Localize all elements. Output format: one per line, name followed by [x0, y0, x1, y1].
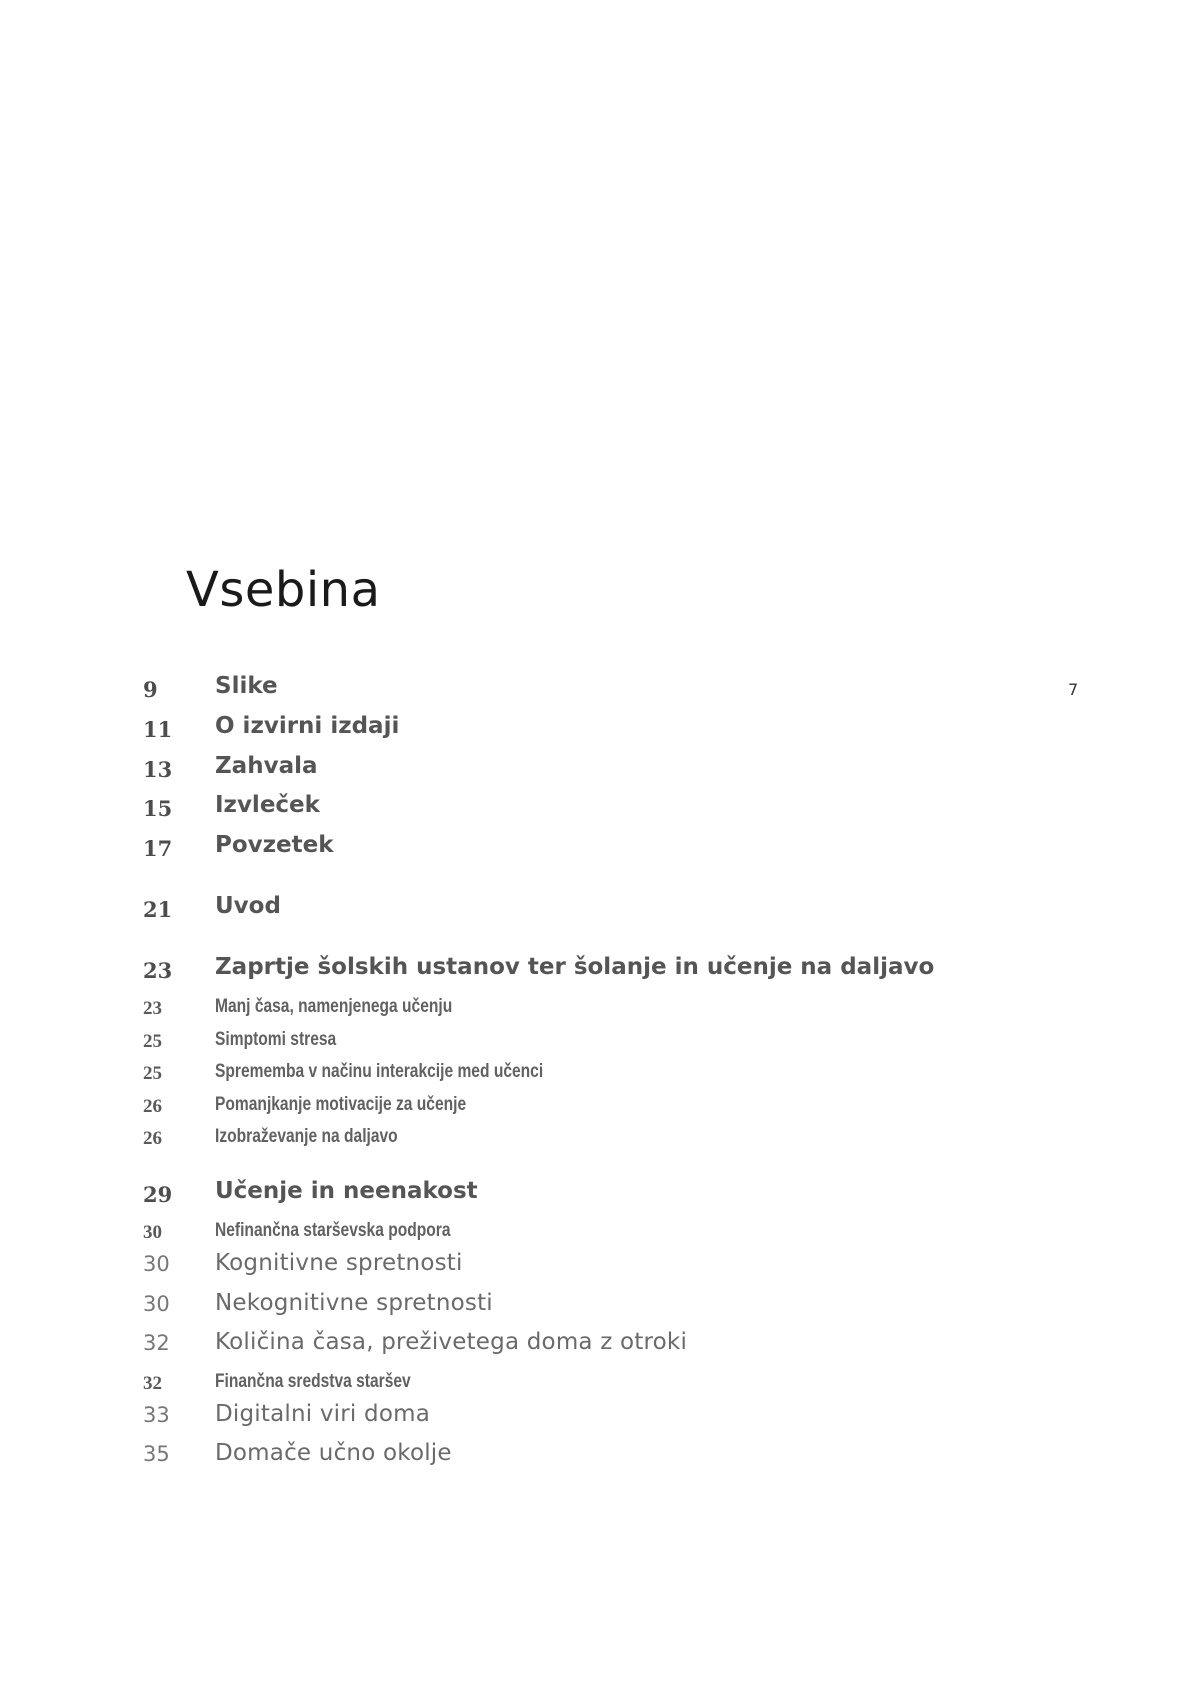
toc-page-number: 35: [143, 1442, 170, 1466]
toc-entry-title: Zahvala: [215, 753, 318, 779]
toc-page-number: 11: [143, 717, 173, 742]
toc-page-number: 23: [143, 998, 162, 1019]
toc-entry-title: Izobraževanje na daljavo: [215, 1126, 398, 1147]
toc-entry-title: Pomanjkanje motivacije za učenje: [215, 1094, 467, 1115]
page-title: Vsebina: [186, 562, 381, 618]
page-number: 7: [1068, 680, 1079, 699]
toc-entry-title: Učenje in neenakost: [215, 1178, 478, 1204]
toc-page-number: 30: [143, 1252, 170, 1276]
toc-entry-title: Sprememba v načinu interakcije med učenci: [215, 1061, 544, 1082]
toc-page-number: 33: [143, 1403, 170, 1427]
toc-page-number: 13: [143, 757, 173, 782]
toc-entry-title: Uvod: [215, 893, 281, 919]
toc-page-number: 25: [143, 1031, 162, 1052]
toc-entry-title: Nekognitivne spretnosti: [215, 1290, 493, 1316]
toc-entry-title: Nefinančna starševska podpora: [215, 1220, 451, 1241]
toc-entry-title: Kognitivne spretnosti: [215, 1250, 463, 1276]
toc-page-number: 32: [143, 1331, 170, 1355]
toc-page-number: 15: [143, 796, 173, 821]
toc-page-number: 21: [143, 897, 173, 922]
toc-page-number: 32: [143, 1373, 162, 1394]
toc-entry-title: Domače učno okolje: [215, 1440, 452, 1466]
toc-entry-title: Manj časa, namenjenega učenju: [215, 996, 453, 1017]
toc-entry-title: Digitalni viri doma: [215, 1401, 431, 1427]
toc-entry-title: Slike: [215, 673, 278, 699]
toc-page-number: 26: [143, 1096, 162, 1117]
toc-page-number: 30: [143, 1222, 162, 1243]
toc-page-number: 25: [143, 1063, 162, 1084]
toc-entry-title: Izvleček: [215, 792, 320, 818]
toc-page-number: 29: [143, 1182, 173, 1207]
toc-page-number: 30: [143, 1292, 170, 1316]
toc-entry-title: Zaprtje šolskih ustanov ter šolanje in učenje na daljavo: [215, 954, 935, 980]
toc-page-number: 23: [143, 958, 173, 983]
toc-entry-title: Povzetek: [215, 832, 334, 858]
toc-entry-title: Simptomi stresa: [215, 1029, 337, 1050]
toc-entry-title: O izvirni izdaji: [215, 713, 400, 739]
toc-entry-title: Finančna sredstva staršev: [215, 1371, 411, 1392]
toc-page-number: 17: [143, 836, 173, 861]
toc-page-number: 26: [143, 1128, 162, 1149]
toc-page-number: 9: [143, 677, 158, 702]
toc-entry-title: Količina časa, preživetega doma z otroki: [215, 1329, 688, 1355]
